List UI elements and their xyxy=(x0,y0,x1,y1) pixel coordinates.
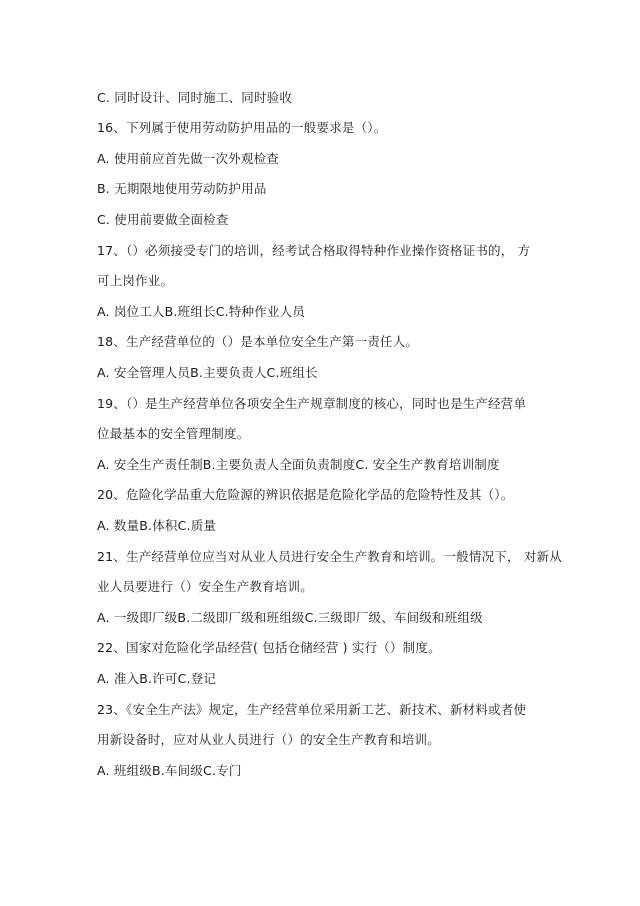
text-line: 22、国家对危险化学品经营( 包括仓储经营 ) 实行（）制度。 xyxy=(97,640,441,655)
text-line: 19、（）是生产经营单位各项安全生产规章制度的核心，同时也是生产经营单 xyxy=(97,396,527,411)
text-line: A. 使用前应首先做一次外观检查 xyxy=(97,151,279,166)
text-line: 20、危险化学品重大危险源的辨识依据是危险化学品的危险特性及其（）。 xyxy=(97,487,514,502)
text-line: 16、下列属于使用劳动防护用品的一般要求是（）。 xyxy=(97,120,387,135)
text-line: C. 使用前要做全面检查 xyxy=(97,212,229,227)
text-line: A. 一级即厂级B.二级即厂级和班组级C.三级即厂级、车间级和班组级 xyxy=(97,610,483,625)
text-line: A. 数量B.体积C.质量 xyxy=(97,518,217,533)
text-line: A. 准入B.许可C.登记 xyxy=(97,671,217,686)
text-line: 23、《安全生产法》规定，生产经营单位采用新工艺、新技术、新材料或者使 xyxy=(97,702,527,717)
text-line: A. 班组级B.车间级C.专门 xyxy=(97,763,242,778)
text-line: A. 安全生产责任制B.主要负责人全面负责制度C. 安全生产教育培训制度 xyxy=(97,457,500,472)
text-line: 可上岗作业。 xyxy=(97,273,174,288)
text-line: 17、（）必须接受专门的培训，经考试合格取得特种作业操作资格证书的， 方 xyxy=(97,243,531,258)
text-line: 21、生产经营单位应当对从业人员进行安全生产教育和培训。一般情况下， 对新从 xyxy=(97,549,562,564)
text-line: 位最基本的安全管理制度。 xyxy=(97,426,250,441)
text-line: 用新设备时，应对从业人员进行（）的安全生产教育和培训。 xyxy=(97,732,440,747)
text-line: B. 无期限地使用劳动防护用品 xyxy=(97,181,267,196)
text-line: 18、生产经营单位的（）是本单位安全生产第一责任人。 xyxy=(97,334,419,349)
text-line: A. 安全管理人员B.主要负责人C.班组长 xyxy=(97,365,318,380)
text-line: A. 岗位工人B.班组长C.特种作业人员 xyxy=(97,304,306,319)
text-line: C. 同时设计、同时施工、同时验收 xyxy=(97,90,293,105)
text-line: 业人员要进行（）安全生产教育培训。 xyxy=(97,579,313,594)
